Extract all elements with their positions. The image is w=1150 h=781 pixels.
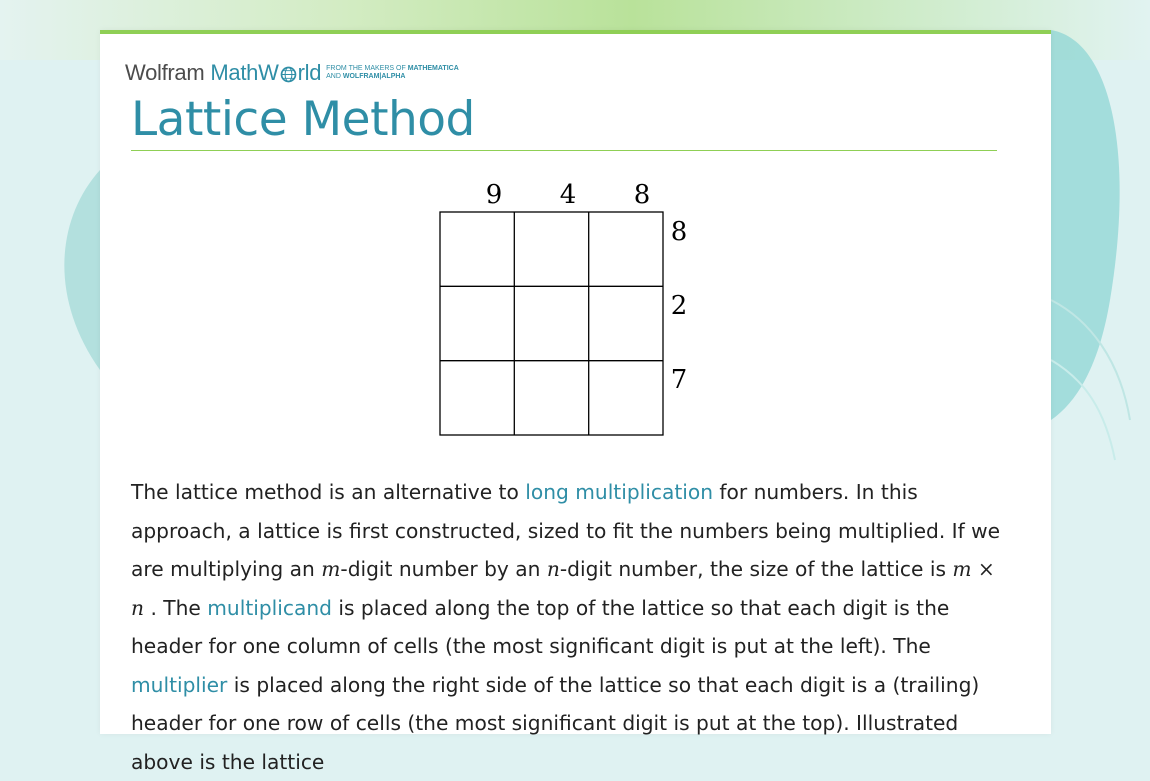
link-long-multiplication[interactable]: long multiplication — [525, 480, 713, 504]
link-multiplier[interactable]: multiplier — [131, 672, 228, 697]
link-multiplicand[interactable]: multiplicand — [207, 595, 332, 620]
math-var-m: m — [321, 557, 341, 581]
logo-wolfram: Wolfram — [125, 60, 205, 85]
top-digit: 9 — [485, 180, 503, 210]
article-paragraph — [131, 473, 1001, 781]
tagline-line1-text: FROM THE MAKERS OF — [326, 65, 408, 72]
side-digit: 7 — [670, 365, 688, 395]
body-text: for numbers. In this approach, a lattice is first constructed, sized to fit the numbers being multiplied. If we are multiplying an — [131, 480, 1001, 581]
tagline-line2-bold: WOLFRAM|ALPHA — [342, 73, 406, 80]
top-digit: 8 — [633, 180, 651, 210]
article-card — [100, 30, 1051, 774]
tagline-line1-bold: MATHEMATICA — [407, 65, 459, 72]
logo-mathworld — [210, 60, 321, 86]
lattice-figure — [430, 174, 720, 444]
body-text: is placed along the right side of the lattice so that each digit is a (trailing) header for one row of cells (the most significant digit is put at the top). Illustrated above is the lattice — [131, 672, 980, 774]
logo-tagline — [326, 65, 459, 81]
lattice-grid — [440, 212, 663, 435]
side-digit: 2 — [670, 291, 688, 321]
site-logo[interactable] — [125, 60, 459, 86]
body-text: is placed along the top of the lattice so that each digit is the header for one column of cells (the most significant digit is put at the left). The — [131, 595, 950, 658]
body-text: -digit number, the size of the lattice is — [559, 557, 953, 581]
logo-mathworld-end: rld — [297, 60, 322, 85]
tagline-line2-text: AND — [326, 73, 343, 80]
globe-icon — [280, 66, 297, 83]
math-var-n: n — [546, 557, 560, 581]
math-expression: m × n — [131, 557, 995, 620]
body-text: . The — [150, 595, 208, 620]
page-title: Lattice Method — [131, 92, 475, 147]
top-digit: 4 — [559, 180, 577, 210]
body-text: The lattice method is an alternative to — [131, 480, 526, 504]
title-divider — [131, 150, 997, 151]
body-text: -digit number by an — [340, 557, 547, 581]
side-digit: 8 — [670, 217, 688, 247]
logo-mathworld-start: MathW — [210, 60, 279, 85]
